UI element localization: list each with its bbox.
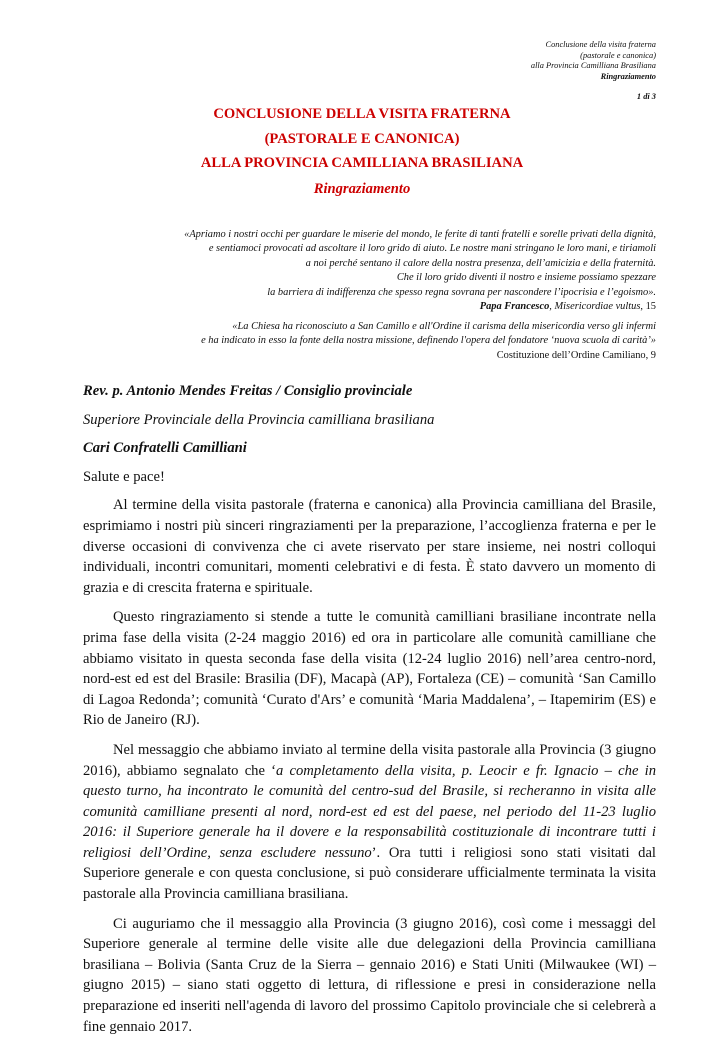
- inline-quote: a completamento della visita, p. Leocir e fr. Ignacio – che in questo turno, ha incontrato le comunità del centro-sud del Brasile, si recheranno in visita alle comunità camilliane presenti al nord, nord-est ed est del paese, nel periodo del 11-23 luglio 2016: il Superiore generale ha il dovere e la responsabilità costituzionale di incontrare tutti i religiosi dell’Ordine, senza escludere nessuno: [83, 762, 656, 861]
- paragraph: [83, 740, 656, 905]
- paragraph: Questo ringraziamento si stende a tutte le comunità camilliani brasiliane incontrate nella prima fase della visita (2-24 maggio 2016) ed ora in particolare alle comunità camilliane che abbiamo visitato in questa seconda fase della visita (12-24 luglio 2016) nell’area centro-nord, nord-est ed est del Brasile: Brasilia (DF), Macapà (AP), Fortaleza (CE) – comunità ‘San Camillo di Lagoa Redonda’; comunità ‘Curato d'Ars’ e comunità ‘Maria Maddalena’, – Itapemirim (ES) e Rio de Janeiro (RJ).: [83, 609, 656, 729]
- title-line: ALLA PROVINCIA CAMILLIANA BRASILIANA: [200, 155, 524, 171]
- header-line: alla Provincia Camilliana Brasiliana: [530, 61, 656, 71]
- title-subtitle: Ringraziamento: [313, 180, 411, 197]
- quote-work: , Misericordiae vultus: [549, 301, 641, 313]
- page-number: 1 di 3: [636, 92, 656, 102]
- quote-source: Costituzione dell’Ordine Camiliano, 9: [496, 349, 656, 361]
- quote-attribution: [184, 300, 656, 314]
- quote-ref: , 15: [640, 301, 656, 313]
- quote-author: Papa Francesco: [479, 301, 550, 313]
- header-line: Conclusione della visita fraterna: [545, 40, 656, 49]
- epigraph-quote: [201, 320, 656, 363]
- title-line: (PASTORALE E CANONICA): [264, 130, 460, 147]
- paragraph: Ci auguriamo che il messaggio alla Provincia (3 giugno 2016), così come i messaggi del Superiore generale al termine delle visite alle due delegazioni della Provincia camilliana brasiliana – Bolivia (Santa Cruz de la Sierra – gennaio 2016) e Stati Uniti (Milwaukee (WI) – giugno 2015) – siano stati oggetto di lettura, di riflessione e presi in considerazione nella preparazione ed inseriti nell'agenda di lavoro del prossimo Capitolo provinciale che si celebrerà a fine gennaio 2017.: [83, 915, 656, 1035]
- addressee-role: Superiore Provinciale della Provincia camilliana brasiliana: [83, 411, 435, 428]
- paragraph-text: Nel messaggio che abbiamo inviato al termine della visita pastorale alla Provincia (3 giugno 2016), abbiamo segnalato che ‘: [83, 741, 656, 779]
- quote-line: a noi perché sentano il calore della nostra presenza, dell’amicizia e della fraternità.: [305, 257, 656, 269]
- paragraph: Al termine della visita pastorale (fraterna e canonica) alla Provincia camilliana del Brasile, esprimiamo i nostri più sinceri ringraziamenti per la preparazione, l’accoglienza fraterna e per le diverse occasioni di convivenza che ci avete riservato per stare insieme, nei nostri colloqui individuali, incontri comunitari, momenti celebrativi e di festa. È stato davvero un momento di grazia e di crescita fraterna e spirituale.: [83, 497, 656, 596]
- document-title: [0, 102, 724, 202]
- paragraph-text: ’. Ora tutti i religiosi sono stati visitati dal Superiore generale e con questa conclusione, si può considerare ufficialmente terminata la visita pastorale alla Provincia camilliana brasiliana.: [83, 844, 656, 903]
- quote-line: e ha indicato in esso la fonte della nostra missione, definendo l'opera del fondatore ‘nuova scuola di carità’»: [201, 335, 656, 347]
- quote-line: «Apriamo i nostri occhi per guardare le miserie del mondo, le ferite di tanti fratelli e sorelle privati della dignità,: [184, 229, 656, 240]
- letter-body: [83, 381, 656, 1046]
- header-line: (pastorale e canonica): [580, 50, 656, 60]
- epigraph-quote: [184, 228, 656, 314]
- quote-line: Che il loro grido diventi il nostro e insieme possiamo spezzare: [396, 272, 656, 284]
- addressee: Rev. p. Antonio Mendes Freitas / Consiglio provinciale: [83, 383, 413, 399]
- salutation: Cari Confratelli Camilliani: [83, 440, 247, 457]
- greeting: Salute e pace!: [83, 468, 165, 485]
- running-header: [531, 40, 656, 103]
- title-line: CONCLUSIONE DELLA VISITA FRATERNA: [213, 106, 511, 122]
- quote-line: la barriera di indifferenza che spesso regna sovrana per nascondere l’ipocrisia e l’egoismo».: [267, 286, 656, 298]
- quote-line: e sentiamoci provocati ad ascoltare il loro grido di aiuto. Le nostre mani stringano le loro mani, e tiriamoli: [208, 243, 656, 255]
- header-line: Ringraziamento: [600, 71, 656, 81]
- quote-line: «La Chiesa ha riconosciuto a San Camillo e all'Ordine il carisma della misericordia verso gli infermi: [232, 321, 656, 332]
